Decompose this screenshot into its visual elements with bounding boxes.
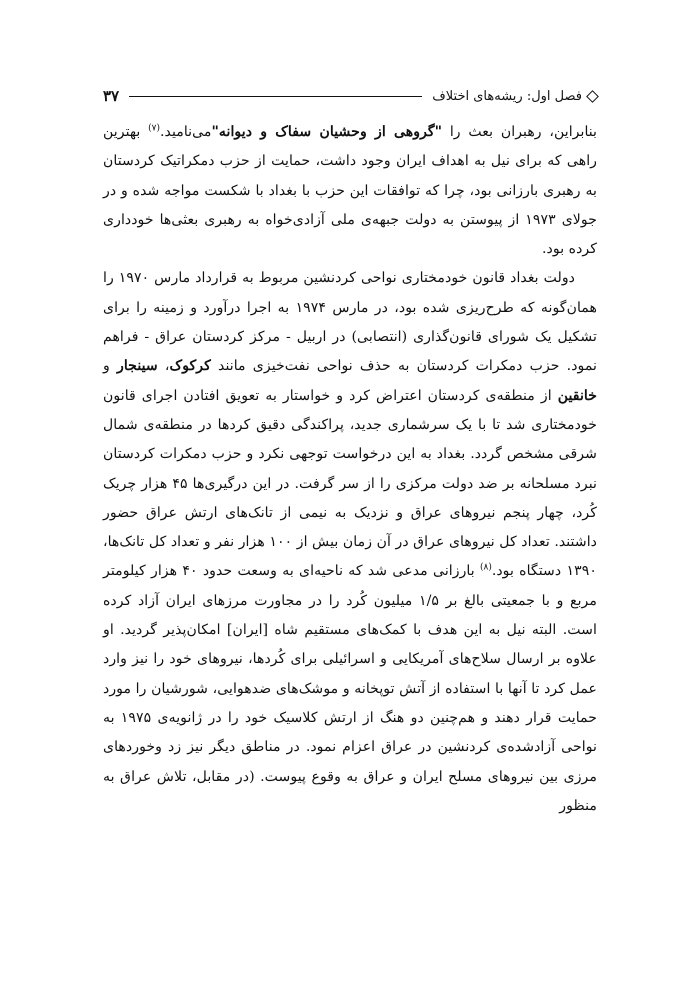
paragraph-2 bbox=[103, 264, 597, 821]
p2-bold-sinjar: سینجار bbox=[117, 358, 158, 375]
chapter-title bbox=[432, 89, 597, 104]
footnote-ref-7[interactable]: (۷) bbox=[148, 123, 160, 134]
p2-sep-1: ، bbox=[157, 358, 170, 375]
p1-sentence-1-end: می‌نامید. bbox=[159, 124, 212, 140]
diamond-icon bbox=[586, 90, 599, 103]
footnote-ref-8[interactable]: (۸) bbox=[479, 562, 492, 573]
paragraph-1 bbox=[103, 118, 597, 264]
page-number: ۳۷ bbox=[103, 87, 120, 105]
p2-sep-2: و bbox=[103, 358, 117, 375]
p2-text-2: از منطقه‌ی کردستان اعتراض کرد و خواستار به تعویق افتادن اجرای قانون خودمختاری شد تا با یک سرشماری جدید، پراکندگی دقیق کردها در منطقه‌ی شمال شرقی مشخص گردد. بغداد به این درخواست توجهی نکرد و حزب دمکرات کردستان نبرد مسلحانه بر ضد دولت مرکزی را از سر گرفت. در این درگیری‌ها ۴۵ هزار چریک کُرد، چهار پنجم نیروهای عراق و نزدیک به نیمی از تانک‌های ارتش عراق حضور داشتند. تعداد کل نیروهای عراق در آن زمان بیش از ۱۰۰ هزار نفر و تعداد کل تانک‌ها، ۱۳۹۰ دستگاه بود. bbox=[103, 387, 597, 580]
p2-bold-khanaqin: خانقین bbox=[557, 387, 597, 404]
p2-text-1: دولت بغداد قانون خودمختاری نواحی کردنشین مربوط به قرارداد مارس ۱۹۷۰ را همان‌گونه که طرح‌ریزی شده بود، در مارس ۱۹۷۴ به اجرا درآورد و زمینه را برای تشکیل یک شورای قانون‌گذاری (انتصابی) در اربیل - مرکز کردستان عراق - فراهم نمود. حزب دمکرات کردستان به حذف نواحی نفت‌خیزی مانند bbox=[103, 270, 597, 375]
p1-sentence-2: بهترین راهی که برای نیل به اهداف ایران وجود داشت، حمایت از حزب دمکراتیک کردستان به رهبری بارزانی بود، چرا که توافقات این حزب با بغداد با شکست مواجه شده و در جولای ۱۹۷۳ از پیوستن به دولت جبهه‌ی ملی آزادی‌خواه به رهبری بعثی‌ها خودداری کرده بود. bbox=[103, 124, 597, 258]
body-text bbox=[103, 118, 597, 821]
p2-text-3: بارزانی مدعی شد که ناحیه‌ای به وسعت حدود ۴۰ هزار کیلومتر مربع و با جمعیتی بالغ بر ۱/۵ میلیون کُرد را در مجاورت مرزهای ایران آزاد کرده است. البته نیل به این هدف با کمک‌های مستقیم شاه [ایران] امکان‌پذیر گردید. او علاوه بر ارسال سلاح‌های آمریکایی و اسرائیلی برای کُردها، نیروهای خود را نیز وارد عمل کرد تا آنها با استفاده از آتش توپخانه و موشک‌های ضدهوایی، شورشیان را مورد حمایت قرار دهند و هم‌چنین دو هنگ از ارتش کلاسیک خود را در ژانویه‌ی ۱۹۷۵ به نواحی آزادشده‌ی کردنشین در عراق اعزام نمود. در مناطق دیگر نیز زد وخوردهای مرزی بین نیروهای مسلح ایران و عراق به وقوع پیوست. (در مقابل، تلاش عراق به منظور bbox=[103, 563, 597, 814]
p1-bold-quote: "گروهی از وحشیان سفاک و دیوانه" bbox=[211, 124, 443, 140]
header-divider bbox=[129, 96, 422, 97]
p2-bold-kirkuk: کرکوک bbox=[169, 358, 211, 375]
chapter-title-text: فصل اول: ریشه‌های اختلاف bbox=[432, 88, 582, 104]
running-header bbox=[103, 84, 597, 108]
p1-sentence-1: بنابراین، رهبران بعث را bbox=[442, 124, 597, 140]
